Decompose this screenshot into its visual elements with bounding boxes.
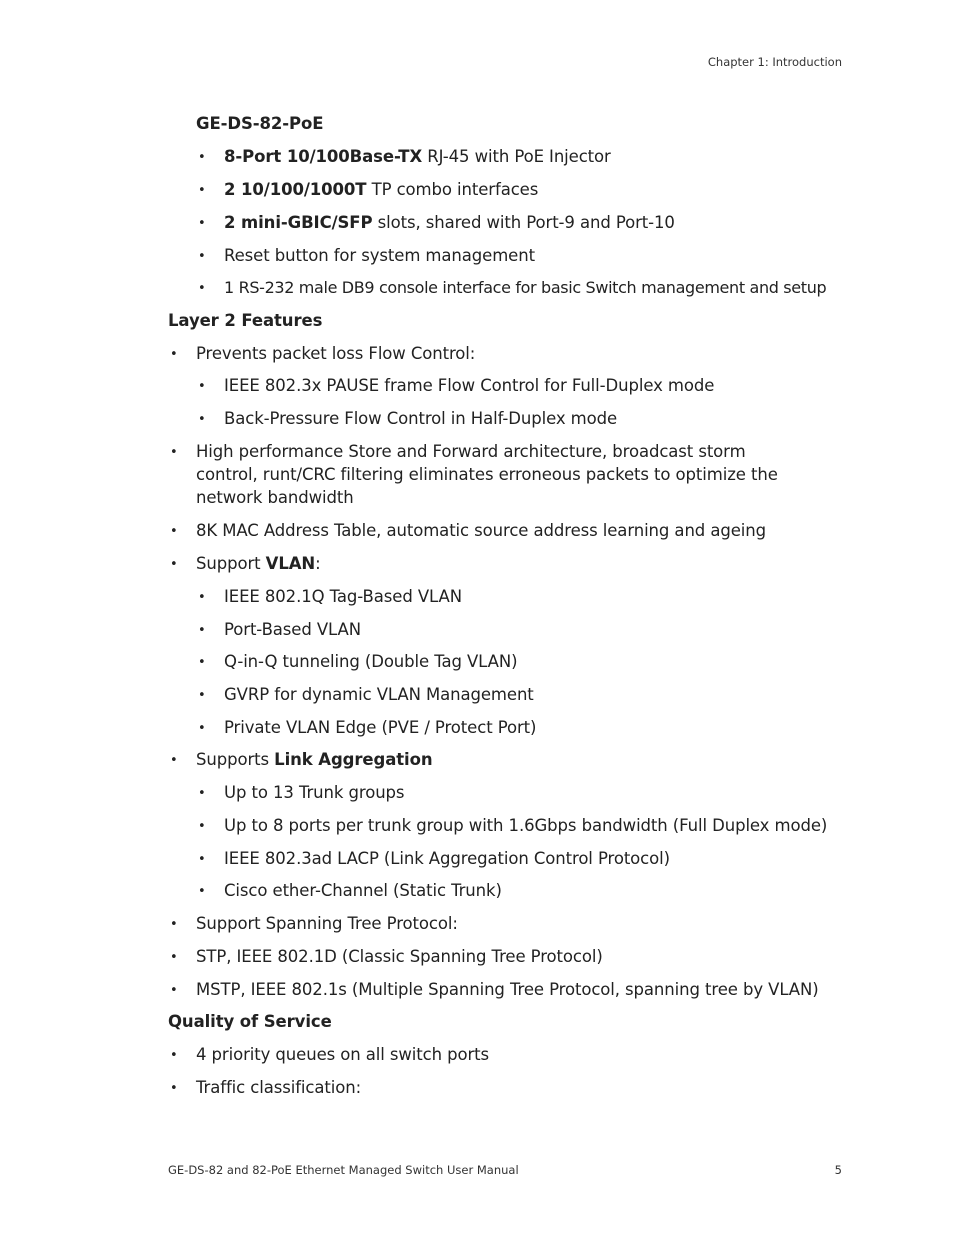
bullet-icon: • — [170, 524, 178, 539]
bullet-icon: • — [198, 249, 206, 264]
list-item — [224, 145, 611, 168]
bullet-icon: • — [198, 379, 206, 394]
bullet-icon: • — [198, 786, 206, 801]
bullet-icon: • — [170, 1081, 178, 1096]
chapter-header: Chapter 1: Introduction — [707, 55, 842, 69]
footer-manual-title: GE-DS-82 and 82-PoE Ethernet Managed Switch User Manual — [168, 1163, 519, 1177]
bullet-icon: • — [198, 183, 206, 198]
list-item — [224, 211, 675, 234]
bullet-icon: • — [198, 721, 206, 736]
bullet-icon: • — [198, 655, 206, 670]
list-item — [224, 178, 538, 201]
bullet-icon: • — [170, 445, 178, 460]
item-text: TP combo interfaces — [366, 180, 539, 199]
bullet-icon: • — [198, 150, 206, 165]
item-text: : — [315, 554, 321, 573]
list-item: Up to 8 ports per trunk group with 1.6Gbps bandwidth (Full Duplex mode) — [224, 816, 828, 835]
item-bold: VLAN — [265, 554, 316, 573]
poe-section-title: GE-DS-82-PoE — [196, 114, 324, 133]
bullet-icon: • — [198, 590, 206, 605]
page-number: 5 — [834, 1163, 842, 1177]
list-item: High performance Store and Forward architecture, broadcast storm control, runt/CRC filtering eliminates erroneous packets to optimize the network bandwidth — [196, 442, 778, 507]
list-item: Private VLAN Edge (PVE / Protect Port) — [224, 718, 537, 737]
list-item: Traffic classification: — [196, 1078, 362, 1097]
item-bold: 2 10/100/1000T — [224, 180, 367, 199]
qos-section-title: Quality of Service — [168, 1012, 332, 1031]
bullet-icon: • — [198, 623, 206, 638]
list-item: 8K MAC Address Table, automatic source address learning and ageing — [196, 521, 766, 540]
item-text: slots, shared with Port-9 and Port-10 — [372, 213, 675, 232]
list-item: IEEE 802.3x PAUSE frame Flow Control for Full-Duplex mode — [224, 376, 715, 395]
bullet-icon: • — [170, 1048, 178, 1063]
bullet-icon: • — [170, 753, 178, 768]
list-item — [196, 552, 321, 575]
list-item: Cisco ether-Channel (Static Trunk) — [224, 881, 502, 900]
list-item: IEEE 802.1Q Tag-Based VLAN — [224, 587, 462, 606]
list-item: MSTP, IEEE 802.1s (Multiple Spanning Tree Protocol, spanning tree by VLAN) — [196, 980, 819, 999]
bullet-icon: • — [170, 347, 178, 362]
item-text: Supports — [196, 750, 275, 769]
list-item: Back-Pressure Flow Control in Half-Duplex mode — [224, 409, 618, 428]
item-text: Support — [196, 554, 266, 573]
bullet-icon: • — [198, 884, 206, 899]
bullet-icon: • — [170, 983, 178, 998]
item-bold: 8-Port 10/100Base-TX — [224, 147, 423, 166]
item-text: RJ-45 with PoE Injector — [422, 147, 611, 166]
list-item: Up to 13 Trunk groups — [224, 783, 405, 802]
list-item: IEEE 802.3ad LACP (Link Aggregation Control Protocol) — [224, 849, 670, 868]
list-item: 4 priority queues on all switch ports — [196, 1045, 490, 1064]
list-item: STP, IEEE 802.1D (Classic Spanning Tree Protocol) — [196, 947, 603, 966]
list-item: Prevents packet loss Flow Control: — [196, 344, 476, 363]
list-item — [196, 748, 433, 771]
bullet-icon: • — [198, 412, 206, 427]
bullet-icon: • — [198, 216, 206, 231]
bullet-icon: • — [170, 950, 178, 965]
list-item: Support Spanning Tree Protocol: — [196, 914, 458, 933]
list-item: GVRP for dynamic VLAN Management — [224, 685, 534, 704]
bullet-icon: • — [198, 819, 206, 834]
bullet-icon: • — [170, 917, 178, 932]
bullet-icon: • — [198, 688, 206, 703]
bullet-icon: • — [170, 557, 178, 572]
bullet-icon: • — [198, 281, 206, 296]
list-item: Reset button for system management — [224, 246, 535, 265]
layer2-section-title: Layer 2 Features — [168, 311, 323, 330]
bullet-icon: • — [198, 852, 206, 867]
list-item: Port-Based VLAN — [224, 620, 361, 639]
list-item: Q-in-Q tunneling (Double Tag VLAN) — [224, 652, 518, 671]
item-bold: 2 mini-GBIC/SFP — [224, 213, 373, 232]
item-bold: Link Aggregation — [274, 750, 433, 769]
list-item: 1 RS-232 male DB9 console interface for basic Switch management and setup — [224, 278, 827, 297]
